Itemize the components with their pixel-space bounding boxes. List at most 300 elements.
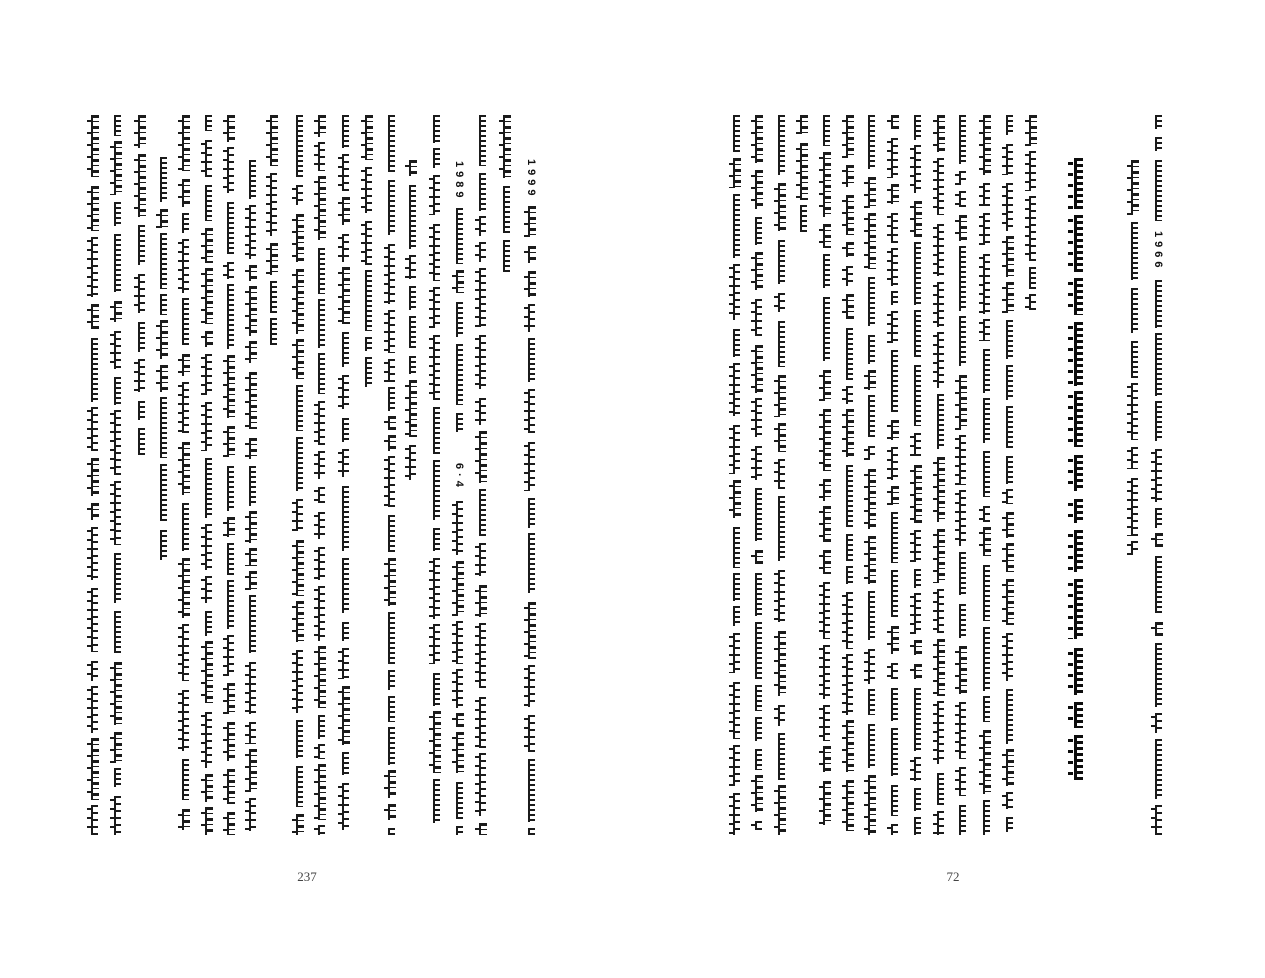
script-word bbox=[155, 157, 168, 202]
script-word bbox=[291, 499, 304, 531]
script-word bbox=[932, 811, 945, 835]
script-word bbox=[383, 804, 396, 820]
script-word bbox=[474, 173, 487, 211]
script-word bbox=[1001, 543, 1014, 572]
script-word bbox=[1150, 713, 1163, 733]
script-word bbox=[109, 141, 122, 195]
script-word bbox=[244, 722, 257, 744]
script-word bbox=[932, 332, 945, 388]
text-column bbox=[954, 115, 967, 835]
script-word bbox=[932, 701, 945, 764]
script-word bbox=[932, 589, 945, 633]
script-word bbox=[818, 746, 831, 772]
script-word bbox=[750, 775, 763, 812]
script-word bbox=[818, 224, 831, 248]
script-word bbox=[523, 665, 536, 707]
script-word bbox=[1126, 288, 1139, 333]
script-word bbox=[886, 486, 899, 505]
script-word bbox=[291, 185, 304, 205]
text-column bbox=[200, 115, 213, 835]
script-word bbox=[841, 780, 854, 831]
script-word bbox=[863, 469, 876, 529]
script-word bbox=[1024, 115, 1037, 146]
script-word bbox=[978, 506, 991, 522]
script-word bbox=[474, 585, 487, 617]
script-word bbox=[428, 148, 441, 168]
script-word bbox=[886, 138, 899, 178]
script-word bbox=[954, 316, 967, 366]
script-word bbox=[841, 266, 854, 286]
script-word bbox=[428, 175, 441, 215]
script-word bbox=[244, 205, 257, 259]
script-word bbox=[863, 335, 876, 364]
script-word bbox=[313, 176, 326, 240]
script-word bbox=[886, 311, 899, 343]
script-word bbox=[728, 745, 741, 786]
script-word bbox=[863, 775, 876, 835]
script-word bbox=[86, 588, 99, 652]
script-word bbox=[177, 115, 190, 171]
script-word bbox=[244, 595, 257, 653]
script-word bbox=[244, 438, 257, 459]
script-word bbox=[383, 828, 396, 835]
script-word bbox=[1001, 115, 1014, 135]
script-word bbox=[773, 631, 786, 696]
script-word bbox=[200, 115, 213, 131]
script-word bbox=[451, 270, 464, 293]
script-word bbox=[954, 375, 967, 430]
script-word bbox=[750, 685, 763, 711]
script-word bbox=[728, 329, 741, 357]
script-word bbox=[291, 650, 304, 713]
script-word bbox=[773, 423, 786, 452]
text-column bbox=[932, 115, 945, 835]
script-word bbox=[1001, 512, 1014, 538]
script-word bbox=[1150, 333, 1163, 396]
script-word bbox=[750, 550, 763, 564]
script-word bbox=[932, 457, 945, 522]
script-word bbox=[1126, 222, 1139, 280]
script-word bbox=[451, 208, 464, 264]
text-column bbox=[177, 115, 190, 835]
script-word bbox=[291, 720, 304, 758]
script-word bbox=[863, 591, 876, 640]
script-word bbox=[841, 720, 854, 772]
script-word bbox=[200, 354, 213, 395]
text-column bbox=[428, 115, 441, 835]
script-word bbox=[244, 372, 257, 429]
script-word bbox=[451, 413, 464, 432]
script-word bbox=[177, 442, 190, 495]
script-word bbox=[109, 115, 122, 136]
script-word bbox=[728, 793, 741, 835]
text-column bbox=[863, 115, 876, 835]
script-word bbox=[109, 481, 122, 545]
text-column bbox=[86, 115, 99, 835]
script-word bbox=[86, 805, 99, 835]
script-word bbox=[291, 385, 304, 431]
script-word bbox=[133, 115, 146, 148]
script-word bbox=[222, 115, 235, 142]
script-word bbox=[750, 252, 763, 290]
script-word bbox=[863, 395, 876, 437]
script-word bbox=[886, 184, 899, 204]
script-word bbox=[1150, 805, 1163, 835]
script-word bbox=[244, 265, 257, 281]
script-word bbox=[200, 524, 213, 570]
script-word bbox=[133, 225, 146, 265]
script-word bbox=[383, 359, 396, 382]
script-word bbox=[1150, 137, 1163, 151]
script-word bbox=[451, 782, 464, 819]
script-word bbox=[773, 785, 786, 835]
script-word bbox=[978, 349, 991, 393]
script-word bbox=[750, 622, 763, 679]
script-word bbox=[404, 185, 417, 249]
text-column bbox=[523, 160, 536, 835]
script-word bbox=[86, 407, 99, 451]
script-word bbox=[291, 766, 304, 807]
script-word bbox=[313, 451, 326, 479]
script-word bbox=[1067, 322, 1084, 386]
script-word bbox=[728, 425, 741, 474]
script-word bbox=[291, 814, 304, 835]
script-word bbox=[886, 824, 899, 835]
script-word bbox=[360, 357, 373, 387]
script-word bbox=[155, 320, 168, 359]
script-word bbox=[177, 759, 190, 800]
script-word bbox=[200, 268, 213, 324]
script-word bbox=[337, 648, 350, 679]
script-word bbox=[404, 445, 417, 480]
text-column bbox=[498, 115, 511, 272]
script-word bbox=[222, 722, 235, 761]
script-word bbox=[383, 435, 396, 451]
script-word bbox=[523, 715, 536, 752]
script-word bbox=[222, 769, 235, 804]
script-word bbox=[978, 254, 991, 314]
script-word bbox=[818, 254, 831, 288]
script-word bbox=[337, 486, 350, 551]
script-word bbox=[1067, 648, 1084, 695]
text-column bbox=[222, 115, 235, 835]
script-word bbox=[222, 580, 235, 629]
script-word bbox=[222, 262, 235, 279]
script-word bbox=[313, 715, 326, 739]
script-word bbox=[474, 398, 487, 425]
script-word bbox=[222, 683, 235, 714]
script-word bbox=[383, 244, 396, 304]
script-word bbox=[337, 267, 350, 324]
script-word bbox=[773, 496, 786, 561]
script-word bbox=[863, 649, 876, 684]
script-word bbox=[244, 341, 257, 363]
script-word bbox=[978, 730, 991, 794]
script-word bbox=[1001, 579, 1014, 625]
script-word bbox=[978, 800, 991, 835]
script-word bbox=[1067, 702, 1084, 728]
script-word bbox=[1067, 735, 1084, 780]
script-word bbox=[244, 511, 257, 543]
script-word bbox=[474, 335, 487, 389]
script-word bbox=[383, 456, 396, 507]
script-word bbox=[863, 536, 876, 584]
script-word bbox=[177, 298, 190, 345]
script-word bbox=[1150, 401, 1163, 441]
script-word bbox=[523, 533, 536, 593]
script-word bbox=[474, 216, 487, 236]
script-word bbox=[451, 561, 464, 616]
script-word bbox=[337, 558, 350, 613]
script-word bbox=[818, 506, 831, 542]
script-word bbox=[222, 355, 235, 418]
script-word bbox=[222, 147, 235, 193]
script-word bbox=[313, 487, 326, 503]
script-word bbox=[773, 115, 786, 175]
script-word bbox=[954, 115, 967, 164]
script-word bbox=[728, 264, 741, 320]
script-word bbox=[1126, 541, 1139, 555]
script-word bbox=[86, 503, 99, 520]
script-word bbox=[932, 639, 945, 696]
text-column bbox=[750, 115, 763, 830]
script-word bbox=[428, 460, 441, 520]
left-page bbox=[0, 0, 632, 978]
script-word bbox=[1024, 151, 1037, 191]
script-word bbox=[291, 115, 304, 177]
script-word bbox=[313, 142, 326, 171]
script-word bbox=[954, 171, 967, 185]
script-word bbox=[1001, 456, 1014, 484]
script-word bbox=[428, 624, 441, 664]
script-word bbox=[133, 322, 146, 352]
text-column bbox=[313, 115, 326, 835]
script-word bbox=[523, 246, 536, 263]
script-word bbox=[818, 582, 831, 639]
script-word bbox=[428, 779, 441, 823]
script-word bbox=[337, 449, 350, 477]
script-word bbox=[200, 774, 213, 802]
script-word bbox=[109, 796, 122, 835]
script-word bbox=[451, 621, 464, 664]
script-word bbox=[750, 115, 763, 163]
script-word bbox=[773, 293, 786, 312]
script-word bbox=[291, 214, 304, 262]
year-numeral: 1999 bbox=[525, 159, 537, 200]
script-word bbox=[886, 512, 899, 563]
script-word bbox=[1001, 144, 1014, 175]
script-word bbox=[337, 115, 350, 148]
script-word bbox=[244, 798, 257, 831]
script-word bbox=[818, 409, 831, 471]
script-word bbox=[1126, 447, 1139, 469]
script-word bbox=[451, 669, 464, 708]
script-word bbox=[337, 234, 350, 262]
script-word bbox=[498, 240, 511, 272]
script-word bbox=[863, 177, 876, 208]
text-column bbox=[1150, 115, 1163, 835]
script-word bbox=[750, 717, 763, 741]
script-word bbox=[909, 310, 922, 357]
script-word bbox=[523, 759, 536, 822]
script-word bbox=[841, 294, 854, 319]
script-word bbox=[886, 291, 899, 305]
script-word bbox=[773, 570, 786, 622]
script-word bbox=[86, 115, 99, 177]
script-word bbox=[886, 688, 899, 721]
script-word bbox=[86, 186, 99, 231]
text-column bbox=[909, 115, 922, 835]
script-word bbox=[1001, 749, 1014, 786]
script-word bbox=[841, 195, 854, 235]
script-word bbox=[886, 350, 899, 412]
script-word bbox=[932, 158, 945, 215]
script-word bbox=[404, 255, 417, 279]
script-word bbox=[750, 217, 763, 245]
script-word bbox=[818, 297, 831, 361]
script-word bbox=[750, 573, 763, 616]
script-word bbox=[978, 451, 991, 497]
script-word bbox=[86, 661, 99, 681]
script-word bbox=[909, 569, 922, 588]
script-word bbox=[383, 115, 396, 172]
script-word bbox=[428, 673, 441, 706]
script-word bbox=[932, 773, 945, 805]
script-word bbox=[932, 282, 945, 327]
script-word bbox=[863, 115, 876, 169]
script-word bbox=[523, 828, 536, 835]
script-word bbox=[222, 812, 235, 835]
script-word bbox=[383, 612, 396, 664]
script-word bbox=[1067, 530, 1084, 572]
script-word bbox=[978, 115, 991, 175]
script-word bbox=[818, 370, 831, 401]
script-word bbox=[222, 466, 235, 511]
script-word bbox=[886, 420, 899, 440]
script-word bbox=[222, 284, 235, 349]
script-word bbox=[313, 299, 326, 348]
script-word bbox=[155, 397, 168, 458]
script-word bbox=[1024, 267, 1037, 289]
script-word bbox=[1067, 391, 1084, 447]
script-word bbox=[177, 558, 190, 618]
script-word bbox=[886, 728, 899, 776]
script-word bbox=[474, 823, 487, 835]
script-word bbox=[383, 310, 396, 353]
script-word bbox=[428, 224, 441, 281]
script-word bbox=[886, 626, 899, 654]
script-word bbox=[954, 490, 967, 546]
script-word bbox=[200, 807, 213, 835]
script-word bbox=[886, 115, 899, 129]
script-word bbox=[428, 115, 441, 143]
script-word bbox=[728, 115, 741, 152]
script-word bbox=[200, 402, 213, 451]
text-column bbox=[155, 157, 168, 560]
script-word bbox=[954, 646, 967, 694]
script-word bbox=[954, 767, 967, 796]
script-word bbox=[1067, 278, 1084, 315]
script-word bbox=[498, 115, 511, 178]
script-word bbox=[86, 458, 99, 496]
script-word bbox=[451, 826, 464, 835]
script-word bbox=[383, 387, 396, 411]
script-word bbox=[383, 696, 396, 722]
text-column bbox=[978, 115, 991, 835]
script-word bbox=[818, 550, 831, 574]
script-word bbox=[383, 670, 396, 690]
script-word bbox=[86, 686, 99, 733]
script-word bbox=[474, 242, 487, 262]
text-column bbox=[773, 115, 786, 835]
script-word bbox=[932, 224, 945, 276]
script-word bbox=[244, 466, 257, 506]
script-word bbox=[428, 711, 441, 773]
year-numeral: 1989 bbox=[453, 161, 465, 202]
script-word bbox=[313, 512, 326, 539]
script-word bbox=[1150, 160, 1163, 221]
script-word bbox=[523, 602, 536, 659]
script-word bbox=[750, 398, 763, 437]
script-word bbox=[474, 489, 487, 536]
script-word bbox=[383, 727, 396, 765]
script-word bbox=[1150, 508, 1163, 528]
script-word bbox=[1150, 533, 1163, 547]
text-column bbox=[1126, 160, 1139, 555]
script-word bbox=[200, 712, 213, 768]
script-word bbox=[222, 202, 235, 254]
script-word bbox=[337, 418, 350, 442]
script-word bbox=[222, 543, 235, 575]
script-word bbox=[1024, 294, 1037, 310]
date-numeral: 6·4 bbox=[453, 463, 465, 491]
script-word bbox=[222, 635, 235, 676]
text-column bbox=[1001, 115, 1014, 835]
script-word bbox=[932, 394, 945, 449]
script-word bbox=[773, 733, 786, 780]
script-word bbox=[155, 464, 168, 521]
script-word bbox=[451, 344, 464, 405]
script-word bbox=[954, 435, 967, 485]
script-word bbox=[200, 611, 213, 636]
script-word bbox=[909, 817, 922, 835]
script-word bbox=[200, 576, 213, 603]
script-word bbox=[841, 592, 854, 649]
script-word bbox=[841, 654, 854, 715]
script-word bbox=[728, 363, 741, 416]
script-word bbox=[954, 246, 967, 311]
script-word bbox=[750, 821, 763, 830]
script-word bbox=[1150, 556, 1163, 613]
script-word bbox=[428, 407, 441, 454]
script-word bbox=[383, 770, 396, 798]
script-word bbox=[265, 173, 278, 236]
script-word bbox=[155, 530, 168, 560]
script-word bbox=[360, 337, 373, 351]
script-word bbox=[728, 606, 741, 626]
script-word bbox=[313, 547, 326, 580]
page-number: 237 bbox=[297, 869, 317, 884]
script-word bbox=[750, 170, 763, 209]
script-word bbox=[360, 270, 373, 331]
script-word bbox=[1001, 406, 1014, 448]
script-word bbox=[313, 744, 326, 759]
text-column bbox=[291, 115, 304, 835]
script-word bbox=[86, 237, 99, 297]
script-word bbox=[728, 194, 741, 258]
script-word bbox=[978, 183, 991, 206]
script-word bbox=[451, 732, 464, 773]
